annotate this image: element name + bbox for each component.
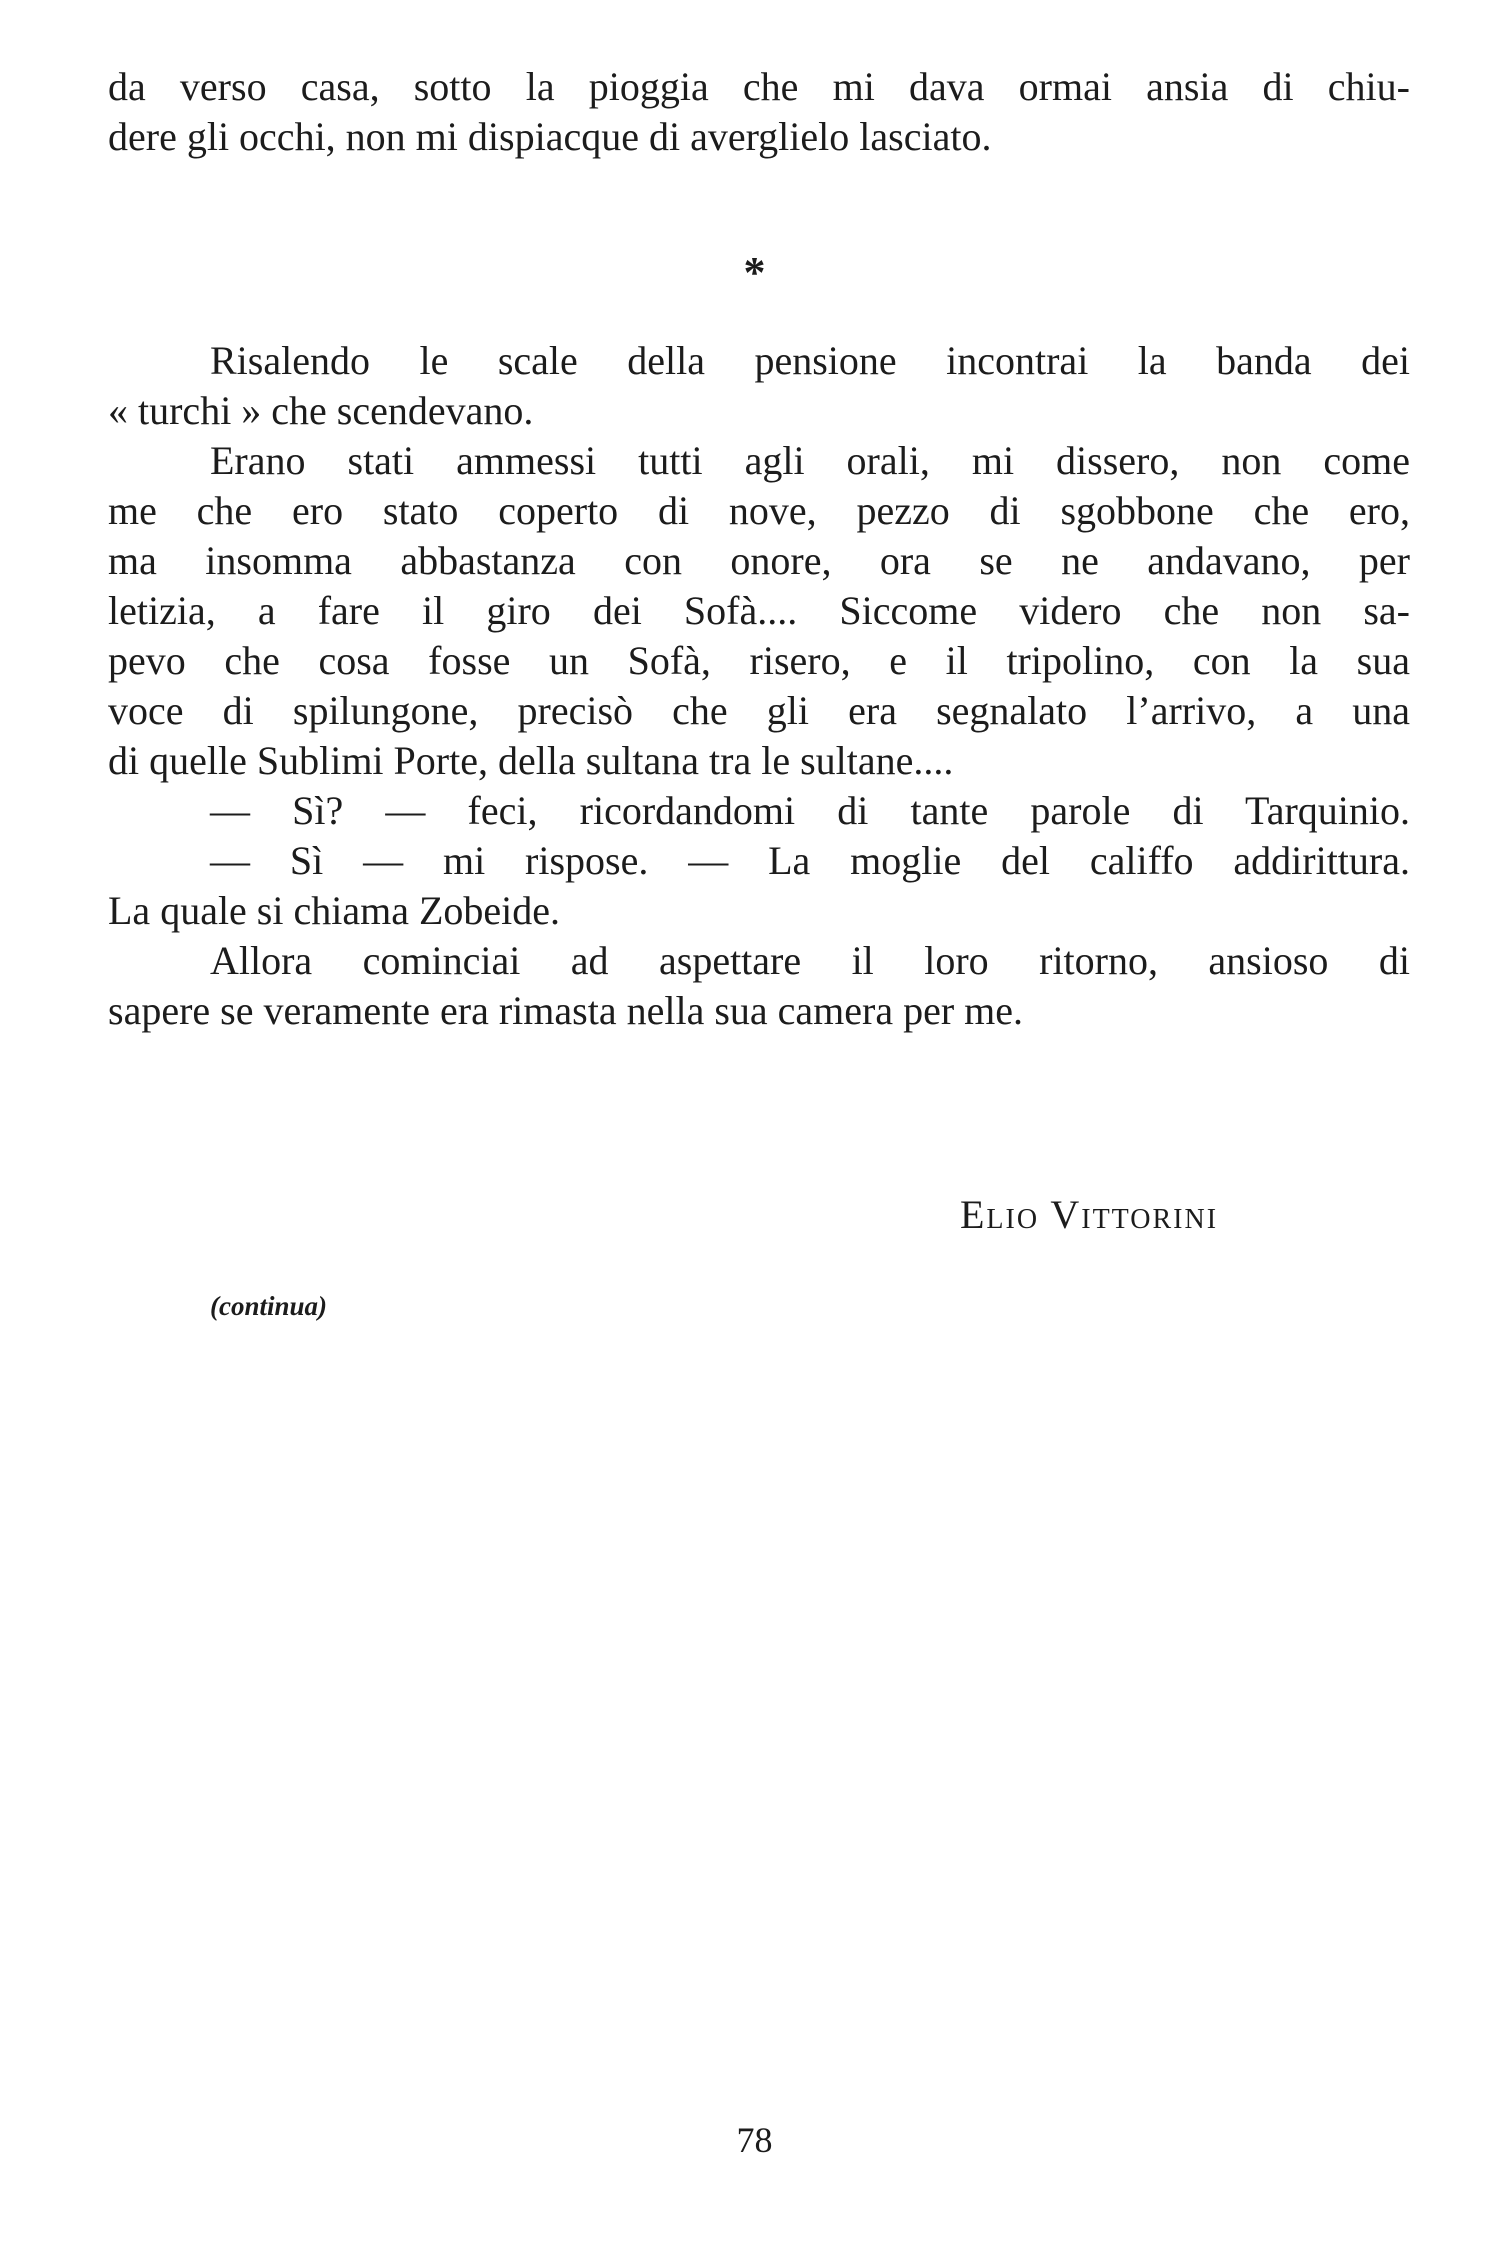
paragraph-first-line: Risalendo le scale della pensione incontrai la banda dei (210, 338, 1410, 383)
continuation-note: (continua) (210, 1291, 328, 1321)
dialogue-line: — Sì? — feci, ricordandomi di tante parole di Tarquinio. (210, 788, 1410, 833)
text-line: voce di spilungone, precisò che gli era segnalato l’arrivo, a una (108, 688, 1410, 733)
text-line: da verso casa, sotto la pioggia che mi dava ormai ansia di chiu- (108, 64, 1410, 109)
text-line: « turchi » che scendevano. (108, 388, 534, 433)
section-separator: * (743, 248, 766, 297)
text-line: ma insomma abbastanza con onore, ora se ne andavano, per (108, 538, 1410, 583)
paragraph-first-line: Allora cominciai ad aspettare il loro ritorno, ansioso di (210, 938, 1410, 983)
paragraph-first-line: Erano stati ammessi tutti agli orali, mi dissero, non come (210, 438, 1410, 483)
text-line: dere gli occhi, non mi dispiacque di averglielo lasciato. (108, 114, 992, 159)
author-signature: Elio Vittorini (960, 1192, 1219, 1237)
text-line: letizia, a fare il giro dei Sofà.... Siccome videro che non sa- (108, 588, 1410, 633)
text-line: di quelle Sublimi Porte, della sultana tra le sultane.... (108, 738, 954, 783)
dialogue-line: — Sì — mi rispose. — La moglie del califfo addirittura. (210, 838, 1410, 883)
page-number: 78 (736, 2120, 773, 2160)
text-line: sapere se veramente era rimasta nella sua camera per me. (108, 988, 1024, 1033)
text-line: me che ero stato coperto di nove, pezzo di sgobbone che ero, (108, 488, 1410, 533)
text-line: La quale si chiama Zobeide. (108, 888, 561, 933)
text-line: pevo che cosa fosse un Sofà, risero, e il tripolino, con la sua (108, 638, 1410, 683)
